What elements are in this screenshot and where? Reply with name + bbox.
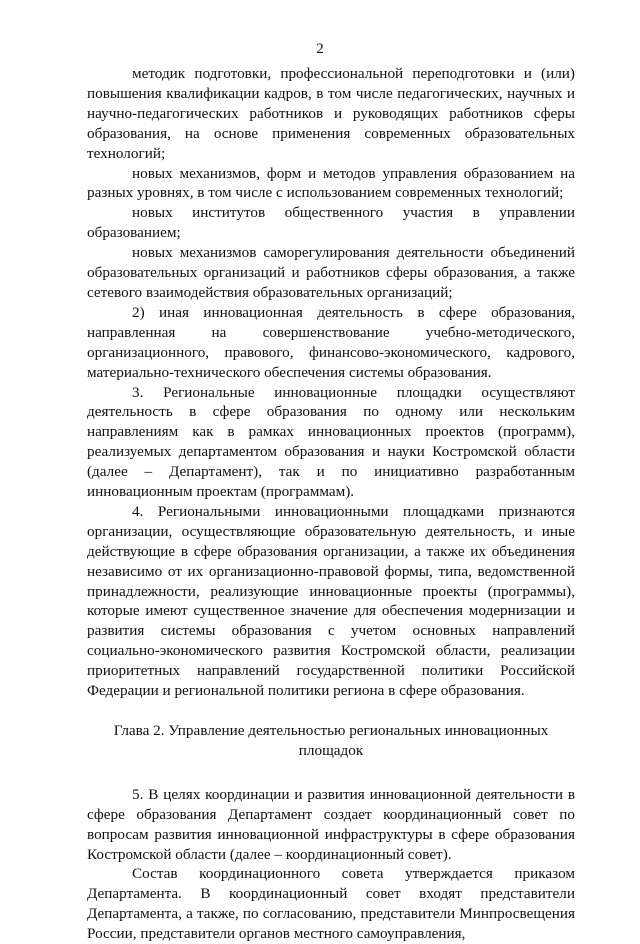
document-body (87, 64, 575, 944)
paragraph-public-institutions: новых институтов общественного участия в управлении образованием; (87, 204, 575, 242)
chapter-heading (87, 721, 575, 761)
chapter-heading-line-2: площадок (298, 741, 364, 759)
paragraph-item-2: 2) иная инновационная деятельность в сфере образования, направленная на совершенствование учебно-методического, организационного, правового, финансово-экономического, кадрового, материально-технического обеспечения системы образования. (87, 303, 575, 381)
paragraph-methods-training: методик подготовки, профессиональной переподготовки и (или) повышения квалификации кадров, в том числе педагогических, научных и научно-педагогических работников и руководящих работников сферы образования, на основе применения современных образовательных технологий; (87, 65, 575, 162)
paragraph-item-3: 3. Региональные инновационные площадки осуществляют деятельность в сфере образования по одному или нескольким направлениям как в рамках инновационных проектов (программ), реализуемых департаментом образования и науки Костромской области (далее – Департамент), так и по инициативно разработанным инновационным проектам (программам). (87, 383, 575, 501)
paragraph-council-composition: Состав координационного совета утверждается приказом Департамента. В координационный совет входят представители Департамента, а также, по согласованию, представители Минпросвещения России, представители органов местного самоуправления, (87, 865, 575, 943)
paragraph-item-4: 4. Региональными инновационными площадками признаются организации, осуществляющие образовательную деятельность, и иные действующие в сфере образования организации, а также их объединения независимо от их организационно-правовой формы, типа, ведомственной принадлежности, реализующие инновационные проекты (программы), которые имеют существенное значение для обеспечения модернизации и развития системы образования с учетом основных направлений социально-экономического развития Костромской области, реализации приоритетных направлений государственной политики Российской Федерации и региональной политики региона в сфере образования. (87, 502, 575, 700)
chapter-heading-line-1: Глава 2. Управление деятельностью региональных инновационных (113, 722, 549, 739)
paragraph-management-mechanisms: новых механизмов, форм и методов управления образованием на разных уровнях, в том числе с использованием современных технологий; (87, 164, 575, 202)
paragraph-item-5: 5. В целях координации и развития инновационной деятельности в сфере образования Департамент создает координационный совет по вопросам развития инновационной инфраструктуры в сфере образования Костромской области (далее – координационный совет). (87, 785, 575, 863)
page-number: 2 (316, 41, 324, 57)
paragraph-self-regulation: новых механизмов саморегулирования деятельности объединений образовательных организаций и работников сферы образования, а также сетевого взаимодействия образовательных организаций; (87, 244, 575, 301)
